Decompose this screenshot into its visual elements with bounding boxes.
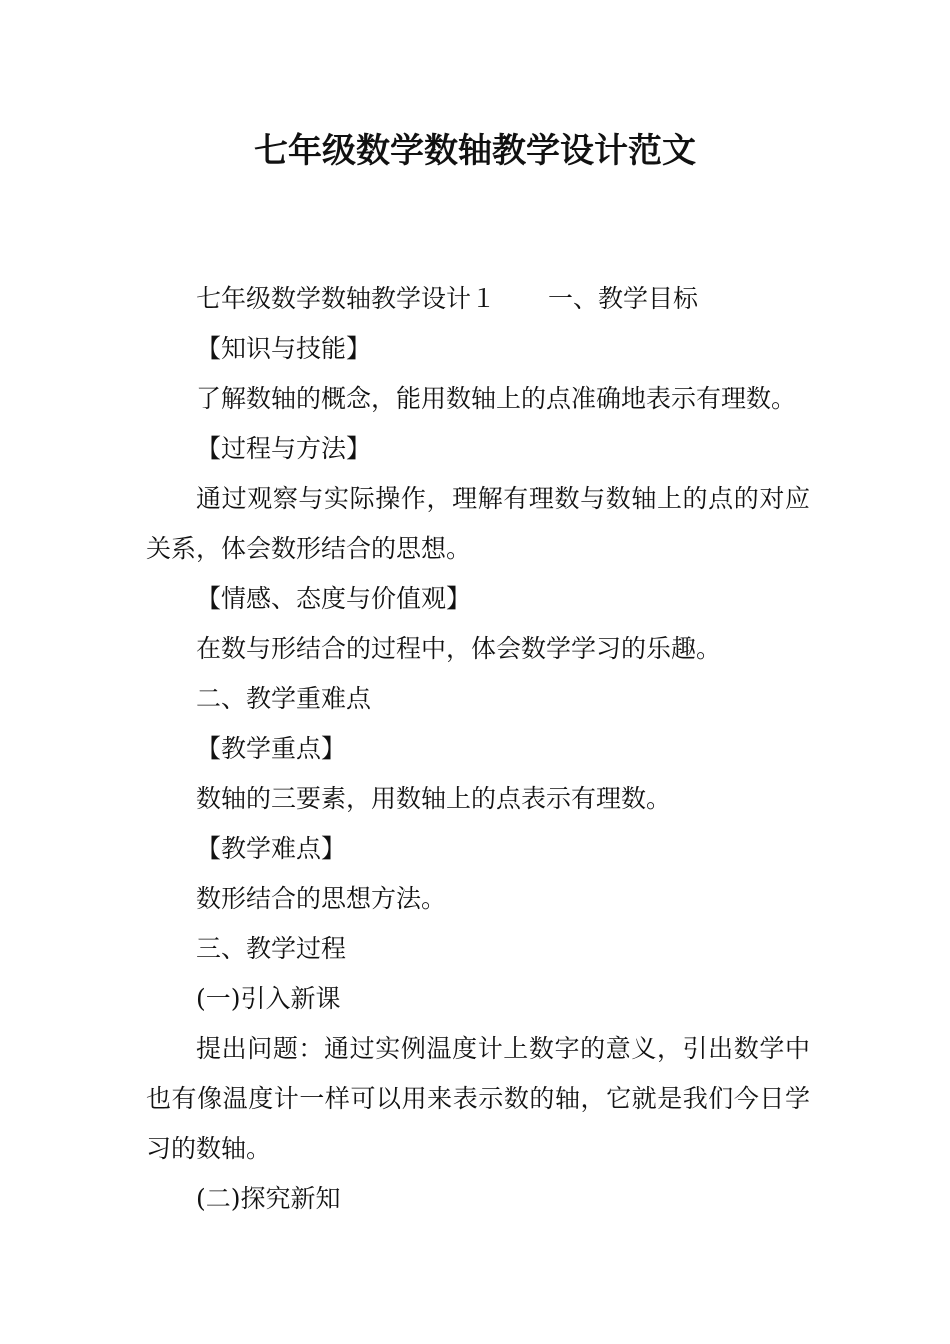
paragraph: 数形结合的思想方法。 [196,884,447,913]
document-body [146,274,810,1224]
subheading-difficulty: 【教学难点】 [196,834,347,863]
paragraph: 提出问题：通过实例温度计上数字的意义，引出数学中也有像温度计一样可以用来表示数的轴，它就是我们今日学习的数轴。 [146,1034,810,1163]
subsection-heading-intro: (一)引入新课 [196,984,341,1013]
paragraph: 通过观察与实际操作，理解有理数与数轴上的点的对应关系，体会数形结合的思想。 [146,484,810,563]
paragraph: 数轴的三要素，用数轴上的点表示有理数。 [196,784,672,813]
subheading-emotion: 【情感、态度与价值观】 [196,584,472,613]
document-title: 七年级数学数轴教学设计范文 [254,131,696,171]
design-heading: 七年级数学数轴教学设计１ [196,284,497,313]
paragraph-design-heading [146,274,810,324]
subheading-knowledge: 【知识与技能】 [196,334,372,363]
subheading-focus: 【教学重点】 [196,734,347,763]
section-heading-process: 三、教学过程 [196,934,347,963]
subheading-process: 【过程与方法】 [196,434,372,463]
subsection-heading-explore: (二)探究新知 [196,1184,341,1213]
paragraph: 了解数轴的概念，能用数轴上的点准确地表示有理数。 [196,384,797,413]
section-heading-objectives: 一、教学目标 [548,284,699,313]
paragraph: 在数与形结合的过程中，体会数学学习的乐趣。 [196,634,722,663]
section-heading-key-points: 二、教学重难点 [196,684,372,713]
